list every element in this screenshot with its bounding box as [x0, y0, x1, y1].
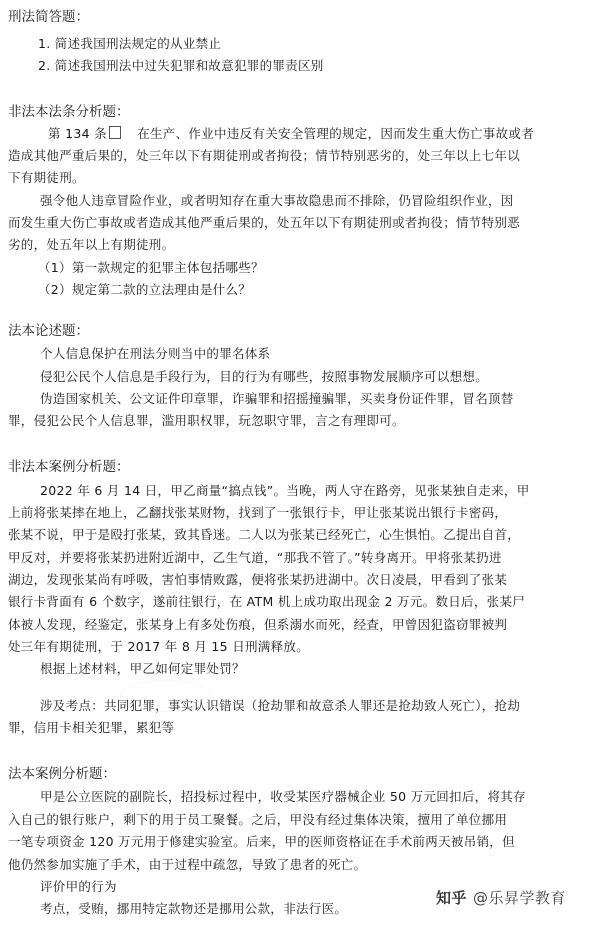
- question-1: 1. 简述我国刑法规定的从业禁止: [38, 36, 222, 51]
- case2-points: 考点，受贿，挪用特定款物还是挪用公款，非法行医。: [40, 901, 348, 916]
- section-title-essay: 法本论述题：: [8, 323, 89, 339]
- case1-line-4: 甲反对，并要将张某扔进附近湖中，乙生气道，“那我不管了。”转身离开。甲将张某扔进: [8, 550, 502, 565]
- case1-line-3: 张某不说，甲于是殴打张某，致其昏迷。二人以为张某已经死亡，心生惧怕。乙提出自首，: [8, 527, 521, 542]
- essay-line-4: 罪，侵犯公民个人信息罪，滥用职权罪，玩忽职守罪，言之有理即可。: [8, 413, 405, 428]
- case1-line-1: 2022 年 6 月 14 日，甲乙商量“搞点钱”。当晚，两人守在路旁，见张某独自走来，甲: [40, 483, 530, 498]
- case2-line-4: 他仍然参加实施了手术，由于过程中疏忽，导致了患者的死亡。: [8, 857, 367, 872]
- article-line-5: 而发生重大伤亡事故或者造成其他严重后果的，处五年以下有期徒刑或者拘役；情节特别恶: [8, 215, 521, 230]
- section-title-criminal-short-answer: 刑法简答题：: [8, 9, 89, 25]
- article-line-6: 劣的，处五年以上有期徒刑。: [8, 237, 175, 252]
- case2-line-3: 一笔专项资金 120 万元用于修建实验室。后来，甲的医师资格证在手术前两天被吊销，但: [8, 834, 515, 849]
- case1-line-6: 银行卡背面有 6 个数字，遂前往银行，在 ATM 机上成功取出现金 2 万元。数日后，张某尸: [8, 594, 526, 609]
- case2-line-1: 甲是公立医院的副院长，招投标过程中，收受某医疗器械企业 50 万元回扣后，将其存: [40, 789, 526, 804]
- case2-prompt: 评价甲的行为: [40, 879, 117, 894]
- case1-points-line-1: 涉及考点：共同犯罪，事实认识错误（抢劫罪和故意杀人罪还是抢劫致人死亡），抢劫: [40, 698, 521, 713]
- essay-line-1: 个人信息保护在刑法分则当中的罪名体系: [40, 346, 271, 361]
- statute-question-2: （2）规定第二款的立法理由是什么？: [38, 282, 252, 297]
- article-line-1: [48, 124, 600, 144]
- case1-points-line-2: 罪，信用卡相关犯罪，累犯等: [8, 720, 175, 735]
- article-text: 在生产、作业中违反有关安全管理的规定，因而发生重大伤亡事故或者: [137, 126, 534, 141]
- watermark: [436, 887, 566, 908]
- essay-line-2: 侵犯公民个人信息是手段行为，目的行为有哪些，按照事物发展顺序可以想想。: [40, 369, 489, 384]
- watermark-account: @乐昇学教育: [472, 889, 566, 907]
- statute-question-1: （1）第一款规定的犯罪主体包括哪些？: [38, 260, 264, 275]
- section-title-case-analysis-1: 非法本案例分析题：: [8, 459, 130, 475]
- case2-line-2: 入自己的银行账户，剩下的用于员工聚餐。之后，甲没有经过集体决策，擅用了单位挪用: [8, 812, 508, 827]
- case1-line-8: 处三年有期徒刑，于 2017 年 8 月 15 日刑满释放。: [8, 639, 310, 654]
- article-line-3: 下有期徒刑。: [8, 170, 85, 185]
- placeholder-box-icon: [109, 126, 121, 139]
- case1-line-7: 体被人发现，经鉴定，张某身上有多处伤痕，但系溺水而死，经查，甲曾因犯盗窃罪被判: [8, 617, 508, 632]
- section-title-statute-analysis: 非法本法条分析题：: [8, 104, 130, 120]
- article-line-2: 造成其他严重后果的，处三年以下有期徒刑或者拘役；情节特别恶劣的，处三年以上七年以: [8, 148, 521, 163]
- case1-line-2: 上前将张某摔在地上，乙翻找张某财物，找到了一张银行卡，甲让张某说出银行卡密码，: [8, 505, 508, 520]
- article-line-4: 强令他人违章冒险作业，或者明知存在重大事故隐患而不排除，仍冒险组织作业，因: [40, 193, 514, 208]
- question-2: 2. 简述我国刑法中过失犯罪和故意犯罪的罪责区别: [38, 58, 324, 73]
- case1-question: 根据上述材料，甲乙如何定罪处罚？: [40, 661, 245, 676]
- article-number: 第 134 条: [48, 126, 107, 141]
- section-title-case-analysis-2: 法本案例分析题：: [8, 766, 116, 782]
- essay-line-3: 伪造国家机关、公文证件印章罪，诈骗罪和招摇撞骗罪，买卖身份证件罪，冒名顶替: [40, 391, 514, 406]
- watermark-site: 知乎: [435, 889, 467, 907]
- case1-line-5: 湖边，发现张某尚有呼吸，害怕事情败露，便将张某扔进湖中。次日凌晨，甲看到了张某: [8, 572, 508, 587]
